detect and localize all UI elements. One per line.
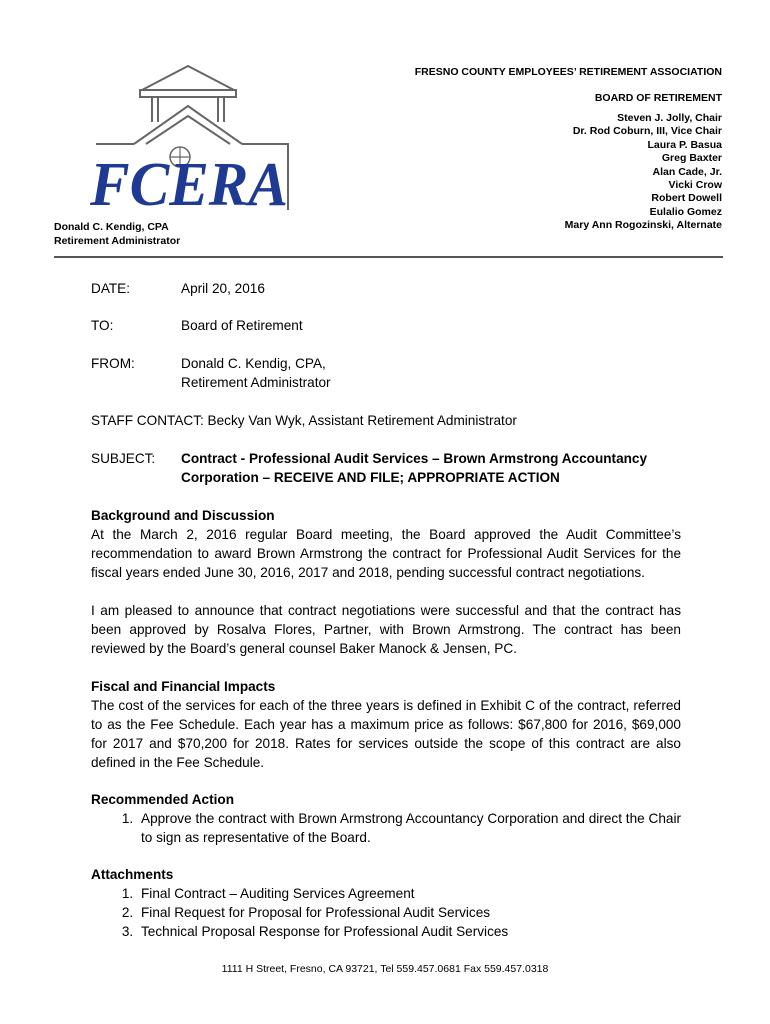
administrator-name: Donald C. Kendig, CPA (54, 221, 169, 233)
date-label: DATE: (91, 281, 131, 296)
board-member: Greg Baxter (661, 152, 722, 165)
administrator-block (54, 220, 180, 248)
recommended-section (91, 790, 681, 847)
memo-date-row (91, 279, 681, 298)
background-heading: Background and Discussion (91, 508, 275, 523)
board-member: Laura P. Basua (647, 138, 722, 151)
attachment-item: 1. Final Contract – Auditing Services Agreement (137, 884, 681, 903)
attachments-section (91, 865, 681, 941)
subject-line2: Corporation – RECEIVE AND FILE; APPROPRIATE ACTION (181, 470, 560, 485)
attachments-list (91, 884, 681, 941)
background-paragraph-1: At the March 2, 2016 regular Board meeting, the Board approved the Audit Committee’s recommendation to award Brown Armstrong the contract for Professional Audit Services for the fiscal years ended June 30, 2016, 2017 and 2018, pending successful contract negotiations. (91, 527, 681, 580)
board-member: Dr. Rod Coburn, III, Vice Chair (572, 125, 722, 138)
administrator-title: Retirement Administrator (54, 235, 181, 247)
board-member: Eulalio Gomez (649, 205, 722, 218)
date-value: April 20, 2016 (181, 281, 265, 296)
footer-address: 1111 H Street, Fresno, CA 93721, Tel 559.457.0681 Fax 559.457.0318 (221, 963, 549, 975)
board-member: Steven J. Jolly, Chair (617, 112, 722, 124)
fiscal-paragraph: The cost of the services for each of the three years is defined in Exhibit C of the contract, referred to as the Fee Schedule. Each year has a maximum price as follows: $67,800 for 2016, $69,000 for 2017 and $70,200 for 2018. Rates for services outside the scope of this contract are also defined in the Fee Schedule. (91, 698, 681, 770)
staff-contact: STAFF CONTACT: Becky Van Wyk, Assistant Retirement Administrator (91, 413, 517, 428)
subject-line1: Contract - Professional Audit Services – Brown Armstrong Accountancy (181, 451, 648, 466)
recommended-heading: Recommended Action (91, 792, 235, 807)
background-section-2 (91, 601, 681, 658)
from-value-line1: Donald C. Kendig, CPA, (181, 356, 326, 371)
header-divider (54, 256, 723, 258)
board-member: Mary Ann Rogozinski, Alternate (564, 219, 722, 232)
to-label: TO: (91, 318, 114, 333)
board-member: Vicki Crow (668, 179, 722, 192)
background-paragraph-2: I am pleased to announce that contract negotiations were successful and that the contract has been approved by Rosalva Flores, Partner, with Brown Armstrong. The contract has been reviewed by the Board’s general counsel Baker Manock & Jensen, PC. (91, 603, 681, 656)
fiscal-heading: Fiscal and Financial Impacts (91, 679, 276, 694)
board-member: Robert Dowell (651, 192, 722, 205)
memo-from-row (91, 354, 681, 392)
from-label: FROM: (91, 356, 135, 371)
logo-text: FCERA (89, 151, 288, 212)
memo-subject-row (91, 449, 681, 487)
board-title: BOARD OF RETIREMENT (594, 92, 722, 104)
fiscal-section (91, 677, 681, 772)
subject-label: SUBJECT: (91, 451, 156, 466)
to-value: Board of Retirement (181, 318, 303, 333)
attachments-heading: Attachments (91, 867, 174, 882)
background-section (91, 506, 681, 582)
recommended-item: 1. Approve the contract with Brown Armstrong Accountancy Corporation and direct the Chair to sign as representative of the Board. (137, 809, 681, 847)
recommended-list (91, 809, 681, 847)
board-members-list (565, 112, 722, 233)
attachment-item: 3. Technical Proposal Response for Professional Audit Services (137, 922, 681, 941)
board-member: Alan Cade, Jr. (652, 165, 722, 178)
attachment-item: 2. Final Request for Proposal for Professional Audit Services (137, 903, 681, 922)
memo-to-row (91, 316, 681, 335)
org-name: FRESNO COUNTY EMPLOYEES’ RETIREMENT ASSOCIATION (414, 66, 722, 78)
from-value-line2: Retirement Administrator (181, 375, 331, 390)
fcera-logo (88, 62, 292, 212)
